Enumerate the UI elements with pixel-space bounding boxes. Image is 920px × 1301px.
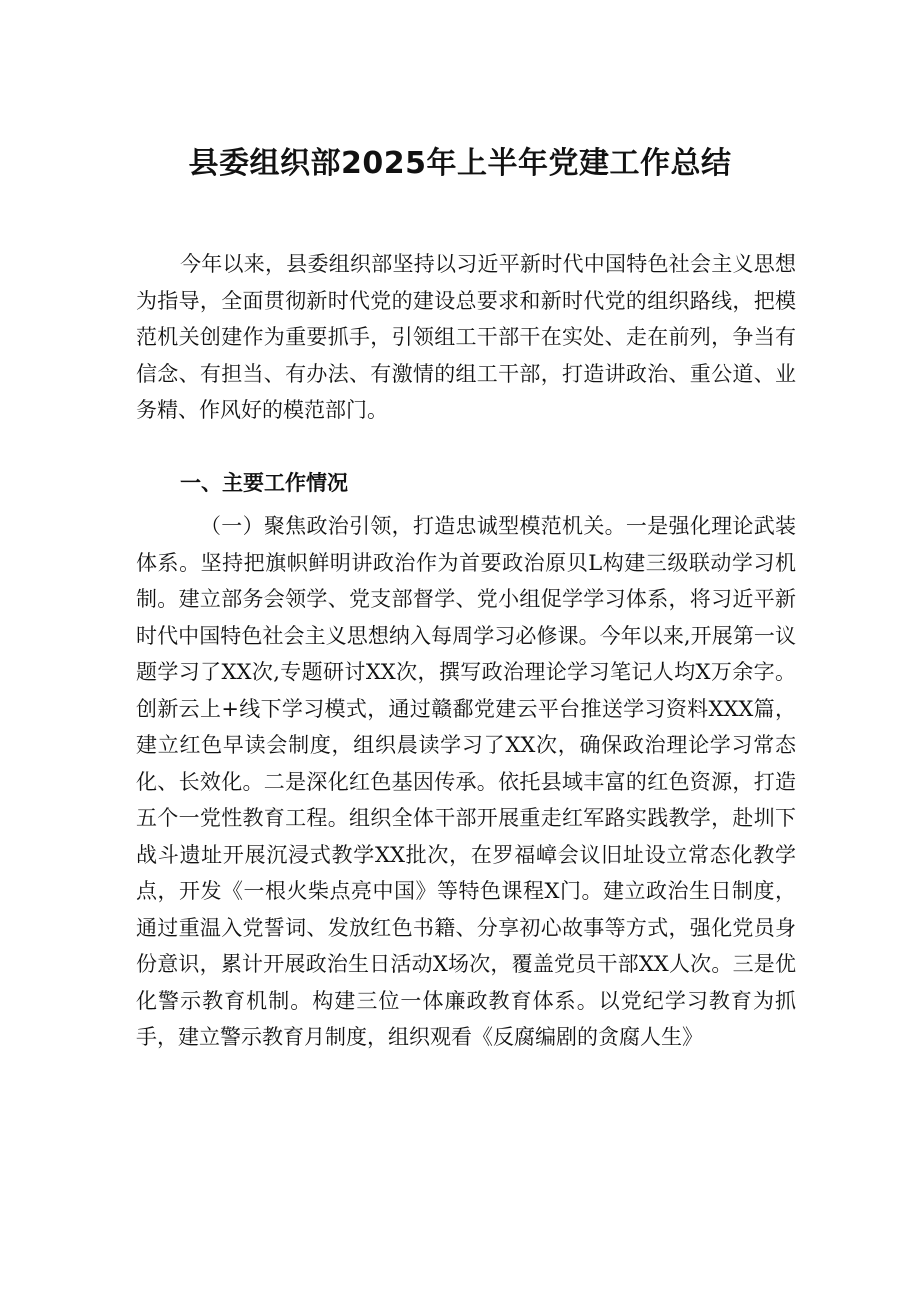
section-heading: 一、主要工作情况: [180, 471, 348, 495]
intro-paragraph: 今年以来，县委组织部坚持以习近平新时代中国特色社会主义思想为指导，全面贯彻新时代党的建设总要求和新时代党的组织路线，把模范机关创建作为重要抓手，引领组工干部干在实处、走在前列，争当有信念、有担当、有办法、有激情的组工干部，打造讲政治、重公道、业务精、作风好的模范部门。: [136, 252, 796, 422]
document-title: 县委组织部2025年上半年党建工作总结: [188, 146, 732, 181]
section-paragraph: （一）聚焦政治引领，打造忠诚型模范机关。一是强化理论武装体系。坚持把旗帜鲜明讲政治作为首要政治原贝L构建三级联动学习机制。建立部务会领学、党支部督学、党小组促学学习体系，将习近平新时代中国特色社会主义思想纳入每周学习必修课。今年以来,开展第一议题学习了XX次,专题研讨XX次，撰写政治理论学习笔记人均X万余字。创新云上+线下学习模式，通过赣鄱党建云平台推送学习资料XXX篇，建立红色早读会制度，组织晨读学习了XX次，确保政治理论学习常态化、长效化。二是深化红色基因传承。依托县域丰富的红色资源，打造五个一党性教育工程。组织全体干部开展重走红军路实践教学，赴圳下战斗遗址开展沉浸式教学XX批次，在罗福嶂会议旧址设立常态化教学点，开发《一根火柴点亮中国》等特色课程X门。建立政治生日制度，通过重温入党誓词、发放红色书籍、分享初心故事等方式，强化党员身份意识，累计开展政治生日活动X场次，覆盖党员干部XX人次。三是优化警示教育机制。构建三位一体廉政教育体系。以党纪学习教育为抓手，建立警示教育月制度，组织观看《反腐编剧的贪腐人生》: [136, 514, 796, 1049]
